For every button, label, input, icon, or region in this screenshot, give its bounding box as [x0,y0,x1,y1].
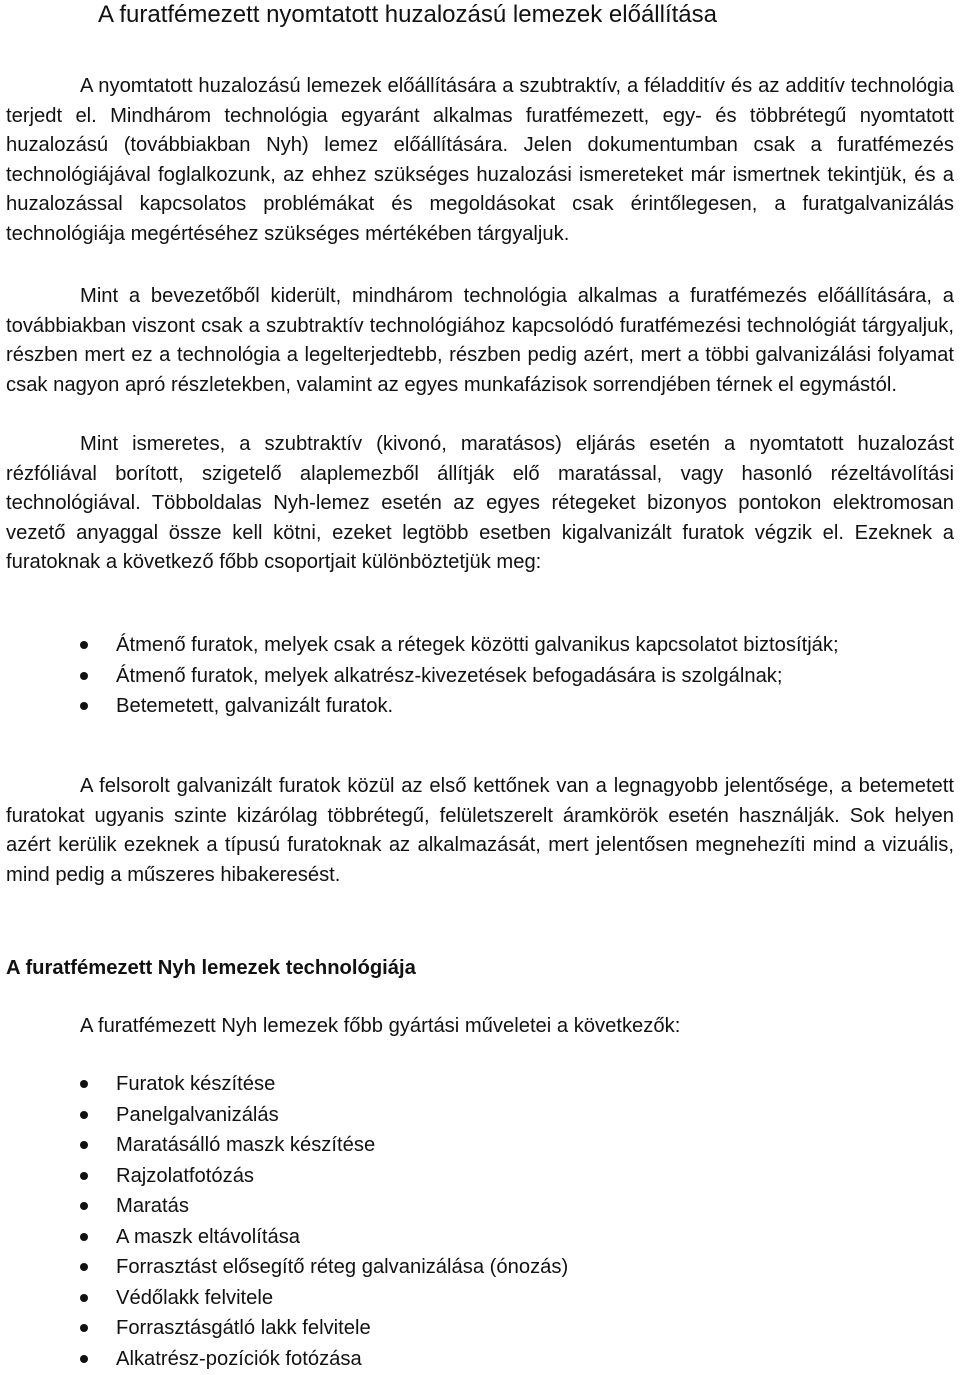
section-intro: A furatfémezett Nyh lemezek főbb gyártási műveletei a következők: [80,1015,681,1037]
hole-types-list [0,630,960,722]
section-heading: A furatfémezett Nyh lemezek technológiája [6,957,416,979]
list-item [0,1100,960,1131]
paragraph-subtractive: Mint ismeretes, a szubtraktív (kivonó, maratásos) eljárás esetén a nyomtatott huzalozást rézfóliával borított, szigetelő alaplemezből állítják elő maratással, vagy hasonló rézeltávolítási technológiával. Többoldalas Nyh-lemez esetén az egyes rétegeket bizonyos pontokon elektromosan vezető anyaggal össze kell kötni, ezeket legtöbb esetben kigalvanizált furatok végzik el. Ezeknek a furatoknak a következő főbb csoportjait különböztetjük meg: [6,433,954,574]
paragraph-intro: A nyomtatott huzalozású lemezek előállítására a szubtraktív, a féladditív és az additív technológia terjedt el. Mindhárom technológia egyaránt alkalmas furatfémezett, egy- és többrétegű nyomtatott huzalozású (továbbiakban Nyh) lemez előállítására. Jelen dokumentumban csak a furatfémezés technológiájával foglalkozunk, az ehhez szükséges huzalozási ismereteket már ismertnek tekintjük, és a huzalozással kapcsolatos problémákat és megoldásokat csak érintőlegesen, a furatgalvanizálás technológiája megértéséhez szükséges mértékében tárgyaljuk. [6,75,954,245]
list-item [0,1161,960,1192]
list-item-text: Forrasztást elősegítő réteg galvanizálása (ónozás) [116,1256,569,1278]
operations-list [0,1069,960,1374]
list-item [0,1191,960,1222]
bullet-icon [80,702,88,710]
list-item-text: A maszk eltávolítása [116,1225,301,1248]
list-item [0,691,960,722]
list-item [0,661,960,692]
list-item-text: Rajzolatfotózás [116,1164,255,1187]
list-item-text: Maratásálló maszk készítése [116,1134,376,1156]
bullet-icon [80,1111,88,1119]
list-item-text: Védőlakk felvitele [116,1286,274,1309]
bullet-icon [80,1294,88,1302]
list-item [0,1069,960,1100]
list-item [0,1313,960,1344]
list-item-text: Betemetett, galvanizált furatok. [116,695,394,717]
list-item-text: Panelgalvanizálás [116,1103,279,1126]
list-item [0,1130,960,1161]
list-item [0,1344,960,1375]
list-item-text: Átmenő furatok, melyek csak a rétegek közötti galvanikus kapcsolatot biztosítják; [116,634,839,656]
bullet-icon [80,1263,88,1271]
bullet-icon [80,1233,88,1241]
bullet-icon [80,1141,88,1149]
document-title: A furatfémezett nyomtatott huzalozású lemezek előállítása [98,1,717,28]
bullet-icon [80,672,88,680]
list-item-text: Furatok készítése [116,1073,276,1095]
paragraph-scope: Mint a bevezetőből kiderült, mindhárom technológia alkalmas a furatfémezés előállítására, a továbbiakban viszont csak a szubtraktív technológiához kapcsolódó furatfémezési technológiát tárgyaljuk, részben mert ez a technológia a legelterjedtebb, részben pedig azért, mert a többi galvanizálási folyamat csak nagyon apró részletekben, valamint az egyes munkafázisok sorrendjében térnek el egymástól. [6,285,954,396]
list-item [0,1283,960,1314]
list-item-text: Alkatrész-pozíciók fotózása [116,1347,362,1370]
bullet-icon [80,1202,88,1210]
paragraph-importance: A felsorolt galvanizált furatok közül az első kettőnek van a legnagyobb jelentősége, a betemetett furatokat ugyanis szinte kizárólag többrétegű, felületszerelt áramkörök esetén használják. Sok helyen azért kerülik ezeknek a típusú furatoknak az alkalmazását, mert jelentősen megnehezíti mind a vizuális, mind pedig a műszeres hibakeresést. [6,775,954,886]
list-item-text: Maratás [116,1195,189,1217]
list-item-text: Forrasztásgátló lakk felvitele [116,1317,371,1339]
list-item-text: Átmenő furatok, melyek alkatrész-kivezetések befogadására is szolgálnak; [116,664,783,687]
bullet-icon [80,1355,88,1363]
bullet-icon [80,1172,88,1180]
list-item [0,630,960,661]
list-item [0,1252,960,1283]
bullet-icon [80,1080,88,1088]
bullet-icon [80,1324,88,1332]
bullet-icon [80,641,88,649]
list-item [0,1222,960,1253]
